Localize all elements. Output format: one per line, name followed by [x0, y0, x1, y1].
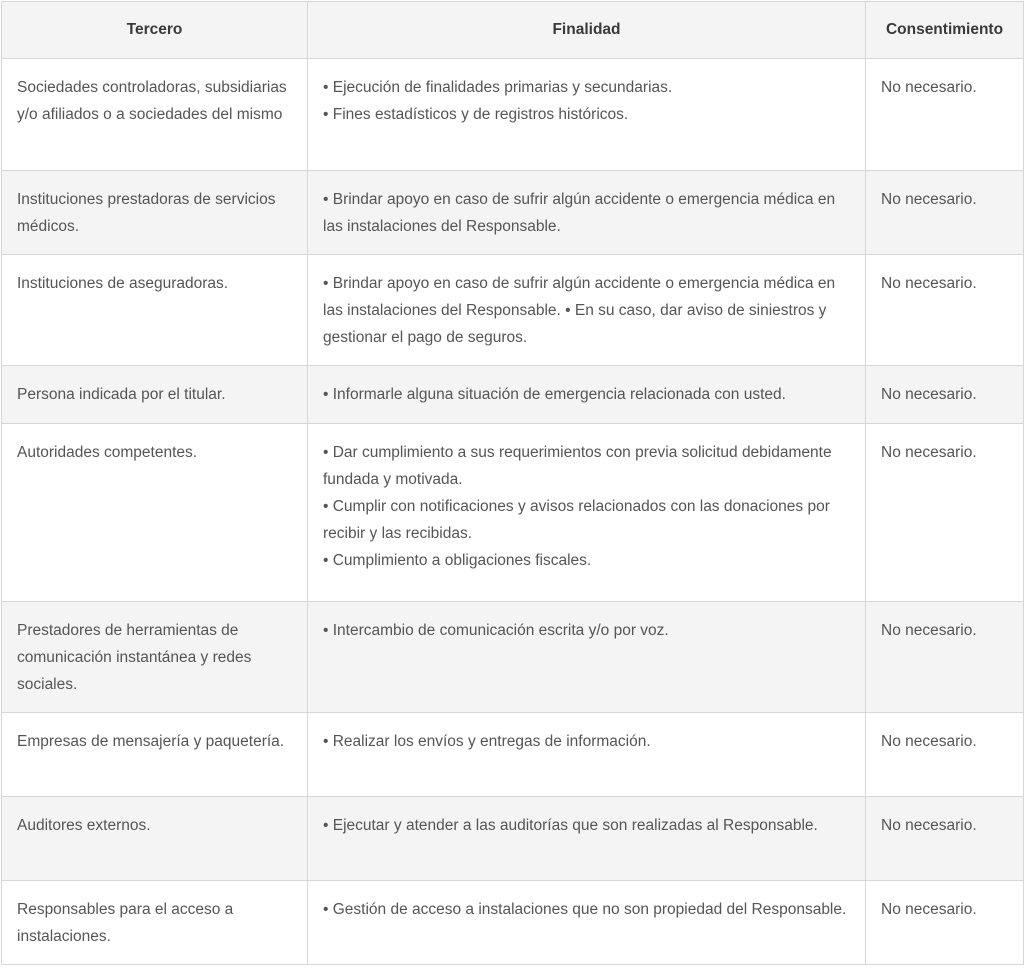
finalidad-bullet: • Dar cumplimiento a sus requerimientos con previa solicitud debidamente fundada y motivada. — [323, 444, 832, 488]
finalidad-bullet: • Ejecutar y atender a las auditorías que son realizadas al Responsable. — [323, 817, 818, 834]
cell-finalidad — [308, 366, 866, 424]
cell-finalidad — [308, 797, 866, 881]
table-row — [2, 713, 1024, 797]
table-header-row — [2, 2, 1024, 59]
finalidad-bullet: • Intercambio de comunicación escrita y/o por voz. — [323, 622, 669, 639]
cell-consentimiento: No necesario. — [866, 424, 1024, 602]
third-parties-table — [1, 1, 1024, 965]
cell-tercero: Sociedades controladoras, subsidiarias y/o afiliados o a sociedades del mismo — [2, 59, 308, 171]
cell-tercero: Empresas de mensajería y paquetería. — [2, 713, 308, 797]
finalidad-bullet: • Informarle alguna situación de emergencia relacionada con usted. — [323, 386, 786, 403]
finalidad-bullet: • Cumplimiento a obligaciones fiscales. — [323, 552, 592, 569]
cell-finalidad — [308, 881, 866, 965]
cell-consentimiento: No necesario. — [866, 59, 1024, 171]
table-row — [2, 797, 1024, 881]
cell-finalidad — [308, 171, 866, 255]
cell-consentimiento: No necesario. — [866, 713, 1024, 797]
table-row — [2, 602, 1024, 713]
cell-tercero: Persona indicada por el titular. — [2, 366, 308, 424]
cell-tercero: Auditores externos. — [2, 797, 308, 881]
finalidad-bullet: • Gestión de acceso a instalaciones que no son propiedad del Responsable. — [323, 901, 847, 918]
cell-consentimiento: No necesario. — [866, 171, 1024, 255]
finalidad-bullet: • Ejecución de finalidades primarias y secundarias. — [323, 79, 673, 96]
header-tercero: Tercero — [2, 2, 308, 59]
cell-tercero: Instituciones de aseguradoras. — [2, 255, 308, 366]
cell-finalidad — [308, 255, 866, 366]
finalidad-bullet: • Cumplir con notificaciones y avisos relacionados con las donaciones por recibir y las recibidas. — [323, 498, 830, 542]
cell-finalidad — [308, 424, 866, 602]
cell-consentimiento: No necesario. — [866, 366, 1024, 424]
cell-tercero: Responsables para el acceso a instalaciones. — [2, 881, 308, 965]
table-row — [2, 366, 1024, 424]
table-row — [2, 424, 1024, 602]
finalidad-bullet: • Realizar los envíos y entregas de información. — [323, 733, 651, 750]
header-consentimiento: Consentimiento — [866, 2, 1024, 59]
finalidad-bullet: • Brindar apoyo en caso de sufrir algún accidente o emergencia médica en las instalaciones del Responsable. • En su caso, dar aviso de siniestros y gestionar el pago de seguros. — [323, 275, 836, 346]
table-row — [2, 59, 1024, 171]
finalidad-bullet: • Fines estadísticos y de registros históricos. — [323, 106, 629, 123]
cell-consentimiento: No necesario. — [866, 602, 1024, 713]
table-row — [2, 171, 1024, 255]
cell-finalidad — [308, 59, 866, 171]
cell-tercero: Instituciones prestadoras de servicios médicos. — [2, 171, 308, 255]
cell-finalidad — [308, 602, 866, 713]
table-row — [2, 255, 1024, 366]
cell-consentimiento: No necesario. — [866, 797, 1024, 881]
cell-consentimiento: No necesario. — [866, 255, 1024, 366]
cell-finalidad — [308, 713, 866, 797]
table-body — [2, 59, 1024, 965]
finalidad-bullet: • Brindar apoyo en caso de sufrir algún accidente o emergencia médica en las instalaciones del Responsable. — [323, 191, 836, 235]
cell-tercero: Autoridades competentes. — [2, 424, 308, 602]
header-finalidad: Finalidad — [308, 2, 866, 59]
cell-tercero: Prestadores de herramientas de comunicación instantánea y redes sociales. — [2, 602, 308, 713]
cell-consentimiento: No necesario. — [866, 881, 1024, 965]
table-row — [2, 881, 1024, 965]
